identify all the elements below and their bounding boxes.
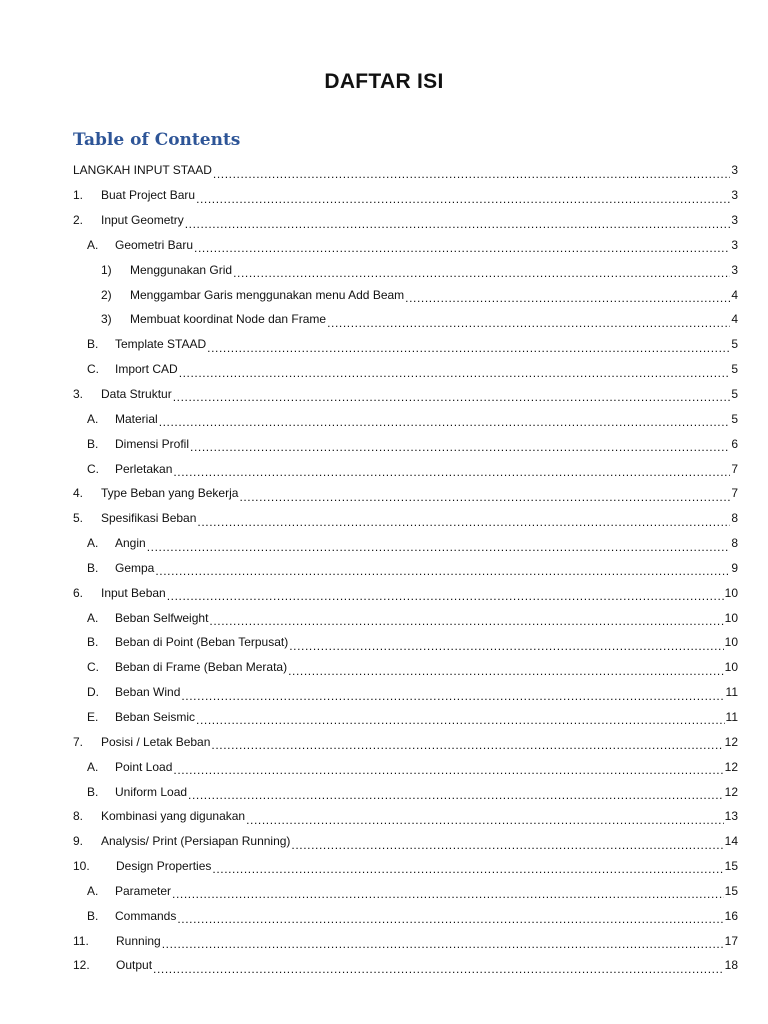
toc-entry-page-number: 12 (724, 734, 738, 749)
toc-entry[interactable] (73, 928, 738, 953)
toc-entry-label: Gempa (115, 560, 155, 575)
toc-entry-page-number: 5 (731, 387, 738, 402)
toc-entry-number: 3) (101, 312, 112, 327)
toc-entry-number: 7. (73, 734, 84, 749)
toc-dot-leader (159, 415, 731, 431)
toc-entry[interactable] (73, 208, 738, 233)
toc-dot-leader (177, 912, 723, 928)
toc-heading: Table of Contents (73, 130, 241, 150)
toc-entry-label: Type Beban yang Bekerja (101, 486, 239, 501)
toc-entry-number: C. (87, 362, 99, 377)
toc-entry-page-number: 5 (731, 337, 738, 352)
toc-entry[interactable] (73, 382, 738, 407)
toc-entry-number: D. (87, 685, 99, 700)
toc-entry-number: A. (87, 759, 99, 774)
toc-entry-number: C. (87, 660, 99, 675)
toc-dot-leader (162, 937, 724, 953)
toc-entry[interactable] (73, 357, 738, 382)
toc-dot-leader (213, 167, 730, 183)
toc-entry[interactable] (73, 804, 738, 829)
toc-entry[interactable] (73, 630, 738, 655)
toc-entry-number: 6. (73, 585, 84, 600)
toc-dot-leader (239, 490, 730, 506)
toc-entry-page-number: 11 (725, 709, 738, 724)
toc-entry-page-number: 4 (731, 287, 738, 302)
toc-entry-label: Uniform Load (115, 784, 188, 799)
toc-entry-number: 4. (73, 486, 84, 501)
toc-entry-label: Input Geometry (101, 213, 184, 228)
toc-entry-number: B. (87, 784, 99, 799)
toc-entry-page-number: 13 (724, 809, 738, 824)
toc-entry-label: Template STAAD (115, 337, 207, 352)
toc-entry-page-number: 7 (731, 461, 738, 476)
toc-entry-number: 3. (73, 387, 84, 402)
toc-entry-number: E. (87, 709, 99, 724)
toc-entry[interactable] (73, 332, 738, 357)
toc-entry[interactable] (73, 183, 738, 208)
toc-entry-page-number: 10 (724, 585, 738, 600)
toc-entry[interactable] (73, 580, 738, 605)
toc-entry-page-number: 12 (724, 784, 738, 799)
toc-entry[interactable] (73, 257, 738, 282)
toc-entry-label: Buat Project Baru (101, 188, 196, 203)
toc-entry[interactable] (73, 903, 738, 928)
toc-entry[interactable] (73, 680, 738, 705)
toc-entry-page-number: 7 (731, 486, 738, 501)
toc-entry[interactable] (73, 754, 738, 779)
toc-entry-page-number: 3 (731, 213, 738, 228)
toc-entry-page-number: 15 (724, 883, 738, 898)
toc-dot-leader (155, 564, 730, 580)
toc-entry-page-number: 6 (731, 436, 738, 451)
toc-entry-label: Kombinasi yang digunakan (101, 809, 246, 824)
toc-entry[interactable] (73, 506, 738, 531)
page-title: DAFTAR ISI (324, 70, 444, 93)
toc-entry[interactable] (73, 158, 738, 183)
toc-entry-label: Menggambar Garis menggunakan menu Add Beam (130, 287, 405, 302)
toc-entry-page-number: 5 (731, 362, 738, 377)
toc-dot-leader (246, 813, 724, 829)
toc-entry-number: A. (87, 610, 99, 625)
toc-dot-leader (173, 465, 730, 481)
toc-entry-page-number: 3 (731, 237, 738, 252)
toc-dot-leader (173, 763, 723, 779)
toc-dot-leader (147, 540, 731, 556)
toc-entry-number: 8. (73, 809, 84, 824)
toc-entry-number: B. (87, 436, 99, 451)
table-of-contents (73, 158, 738, 978)
toc-dot-leader (179, 366, 731, 382)
toc-entry[interactable] (73, 779, 738, 804)
toc-entry-label: Beban di Point (Beban Terpusat) (115, 635, 289, 650)
toc-entry-label: Menggunakan Grid (130, 262, 233, 277)
toc-entry-label: Beban Wind (115, 685, 181, 700)
toc-entry-page-number: 11 (725, 685, 738, 700)
toc-entry-label: LANGKAH INPUT STAAD (73, 163, 212, 178)
toc-entry-label: Beban Selfweight (115, 610, 209, 625)
toc-entry-page-number: 10 (724, 610, 738, 625)
toc-entry[interactable] (73, 531, 738, 556)
toc-entry-number: 11. (73, 933, 89, 948)
toc-entry-page-number: 16 (724, 908, 738, 923)
toc-dot-leader (212, 862, 723, 878)
toc-entry-page-number: 14 (724, 834, 738, 849)
toc-dot-leader (291, 838, 723, 854)
toc-entry-number: A. (87, 536, 99, 551)
toc-entry[interactable] (73, 605, 738, 630)
toc-entry-number: 1. (73, 188, 84, 203)
toc-entry[interactable] (73, 233, 738, 258)
toc-entry-label: Point Load (115, 759, 173, 774)
toc-entry-label: Geometri Baru (115, 237, 194, 252)
toc-entry-number: B. (87, 635, 99, 650)
toc-entry-page-number: 8 (731, 511, 738, 526)
toc-dot-leader (181, 689, 724, 705)
toc-dot-leader (288, 664, 724, 680)
toc-entry-label: Beban Seismic (115, 709, 196, 724)
toc-entry-label: Analysis/ Print (Persiapan Running) (101, 834, 291, 849)
toc-entry-page-number: 15 (724, 859, 738, 874)
toc-entry-label: Spesifikasi Beban (101, 511, 197, 526)
toc-entry[interactable] (73, 431, 738, 456)
toc-entry-label: Posisi / Letak Beban (101, 734, 211, 749)
toc-entry-page-number: 10 (724, 660, 738, 675)
toc-entry-number: 10. (73, 859, 90, 874)
toc-entry-page-number: 17 (724, 933, 738, 948)
toc-entry-label: Design Properties (116, 859, 212, 874)
toc-entry-page-number: 8 (731, 536, 738, 551)
toc-dot-leader (153, 962, 724, 978)
toc-entry[interactable] (73, 556, 738, 581)
toc-dot-leader (327, 316, 730, 332)
toc-dot-leader (211, 738, 723, 754)
toc-entry-label: Input Beban (101, 585, 166, 600)
toc-entry[interactable] (73, 705, 738, 730)
toc-entry-number: 1) (101, 262, 112, 277)
toc-dot-leader (167, 589, 724, 605)
toc-entry[interactable] (73, 655, 738, 680)
toc-entry-number: 2) (101, 287, 112, 302)
toc-entry[interactable] (73, 481, 738, 506)
toc-entry-page-number: 3 (731, 262, 738, 277)
toc-entry-page-number: 18 (724, 958, 738, 973)
toc-entry-label: Dimensi Profil (115, 436, 190, 451)
toc-entry-number: B. (87, 560, 99, 575)
toc-dot-leader (405, 291, 730, 307)
toc-dot-leader (209, 614, 723, 630)
toc-dot-leader (289, 639, 723, 655)
toc-dot-leader (207, 341, 730, 357)
toc-entry-page-number: 9 (731, 560, 738, 575)
toc-entry[interactable] (73, 829, 738, 854)
toc-entry-page-number: 4 (731, 312, 738, 327)
toc-entry-label: Output (116, 958, 153, 973)
toc-entry-number: B. (87, 908, 99, 923)
toc-entry-label: Beban di Frame (Beban Merata) (115, 660, 288, 675)
toc-dot-leader (172, 887, 724, 903)
toc-entry-label: Perletakan (115, 461, 173, 476)
toc-dot-leader (197, 515, 730, 531)
toc-entry-number: B. (87, 337, 99, 352)
toc-entry-page-number: 12 (724, 759, 738, 774)
toc-entry-label: Parameter (115, 883, 172, 898)
toc-entry-page-number: 3 (731, 163, 738, 178)
toc-entry-label: Import CAD (115, 362, 178, 377)
toc-entry-number: 5. (73, 511, 84, 526)
toc-entry[interactable] (73, 953, 738, 978)
toc-entry-page-number: 5 (731, 411, 738, 426)
toc-entry-number: 9. (73, 834, 84, 849)
toc-entry[interactable] (73, 282, 738, 307)
toc-entry-page-number: 10 (724, 635, 738, 650)
toc-dot-leader (233, 266, 730, 282)
toc-dot-leader (196, 713, 724, 729)
toc-dot-leader (188, 788, 724, 804)
toc-entry-number: C. (87, 461, 99, 476)
toc-entry[interactable] (73, 854, 738, 879)
toc-entry-label: Angin (115, 536, 146, 551)
toc-entry-number: A. (87, 411, 99, 426)
toc-entry-label: Material (115, 411, 158, 426)
toc-entry-number: A. (87, 883, 99, 898)
toc-dot-leader (194, 241, 730, 257)
toc-dot-leader (196, 192, 730, 208)
toc-entry[interactable] (73, 729, 738, 754)
toc-entry-number: A. (87, 237, 99, 252)
toc-entry-label: Running (116, 933, 161, 948)
toc-dot-leader (190, 440, 730, 456)
toc-dot-leader (185, 217, 731, 233)
toc-entry-page-number: 3 (731, 188, 738, 203)
toc-entry[interactable] (73, 406, 738, 431)
toc-entry[interactable] (73, 878, 738, 903)
toc-entry[interactable] (73, 307, 738, 332)
toc-entry-number: 2. (73, 213, 84, 228)
toc-entry-label: Commands (115, 908, 177, 923)
toc-entry[interactable] (73, 456, 738, 481)
toc-entry-label: Data Struktur (101, 387, 172, 402)
toc-dot-leader (173, 390, 731, 406)
toc-entry-number: 12. (73, 958, 90, 973)
toc-entry-label: Membuat koordinat Node dan Frame (130, 312, 327, 327)
